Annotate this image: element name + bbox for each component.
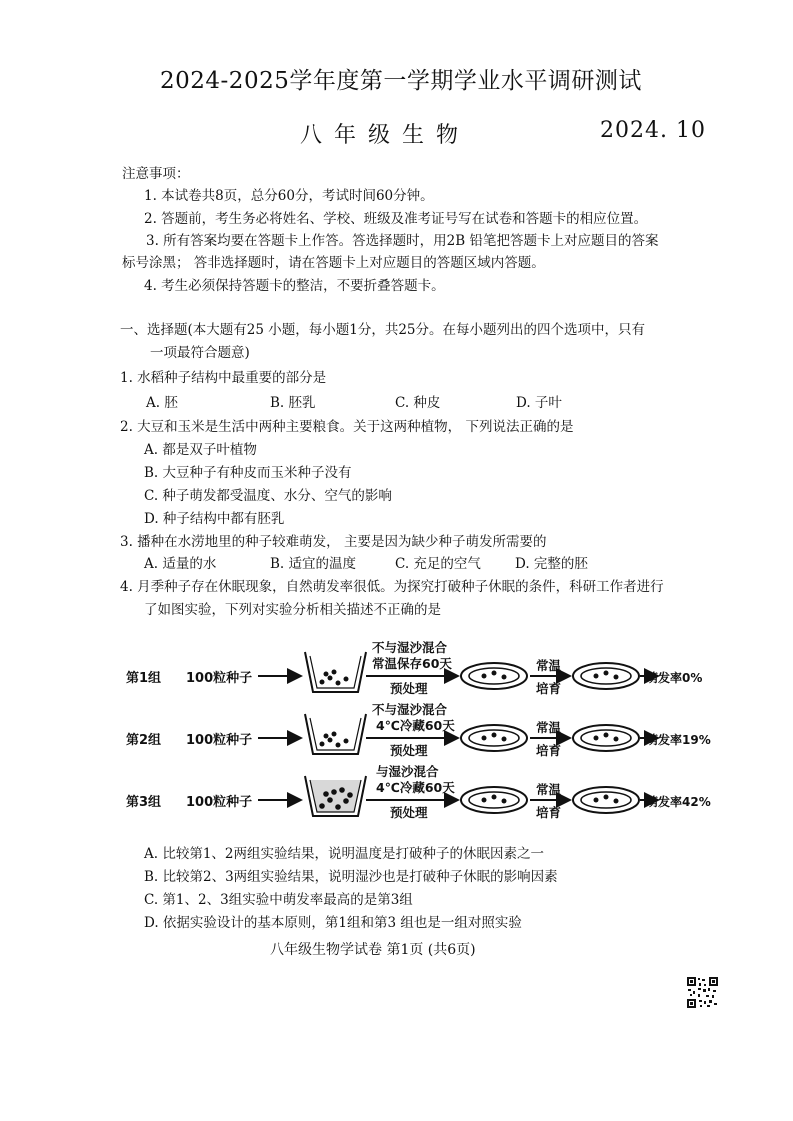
condition-label: 4℃冷藏60天	[376, 718, 455, 733]
q4-option-c: C. 第1、2、3组实验中萌发率最高的是第3组	[144, 892, 413, 908]
q3-option-d: D. 完整的胚	[515, 556, 588, 572]
q3-option-b: B. 适宜的温度	[270, 556, 357, 572]
q4-option-d: D. 依据实验设计的基本原则，第1组和第3 组也是一组对照实验	[144, 915, 522, 931]
germination-rate: 萌发率0%	[646, 671, 703, 685]
petri-dish-icon	[573, 663, 639, 689]
q2-option-c: C. 种子萌发都受温度、水分、空气的影响	[144, 488, 392, 504]
q1-option-a: A. 胚	[146, 395, 178, 411]
seed-count-label: 100粒种子	[186, 671, 253, 686]
group-3-row	[258, 776, 658, 816]
group-1-row	[258, 652, 658, 692]
seed-count-label: 100粒种子	[186, 795, 253, 810]
q2-option-b: B. 大豆种子有种皮而玉米种子没有	[144, 465, 352, 481]
notice-item: 2. 答题前，考生务必将姓名、学校、班级及准考证号写在试卷和答题卡的相应位置。	[144, 211, 648, 227]
petri-dish-icon	[461, 725, 527, 751]
question-2-stem: 2. 大豆和玉米是生活中两种主要粮食。关于这两种植物， 下列说法正确的是	[120, 419, 574, 435]
culture-label: 培育	[536, 681, 562, 696]
notice-heading: 注意事项：	[122, 166, 190, 182]
q4-option-b: B. 比较第2、3两组实验结果，说明湿沙也是打破种子休眠的影响因素	[144, 869, 558, 885]
question-3-stem: 3. 播种在水涝地里的种子较难萌发， 主要是因为缺少种子萌发所需要的	[120, 534, 547, 550]
condition-label: 不与湿沙混合	[372, 702, 448, 717]
q3-option-a: A. 适量的水	[144, 556, 217, 572]
culture-label: 培育	[536, 805, 562, 820]
q2-option-a: A. 都是双子叶植物	[144, 442, 257, 458]
petri-dish-icon	[461, 663, 527, 689]
notice-item: 3. 所有答案均要在答题卡上作答。答选择题时，用2B 铅笔把答题卡上对应题目的答案	[146, 233, 659, 249]
section-heading: 一、选择题(本大题有25 小题，每小题1分，共25分。在每小题列出的四个选项中，只有	[120, 322, 646, 338]
culture-label: 常温	[536, 658, 562, 673]
q1-option-d: D. 子叶	[516, 395, 562, 411]
qr-code-icon	[686, 976, 719, 1009]
pretreatment-label: 预处理	[390, 743, 428, 758]
exam-title: 2024-2025学年度第一学期学业水平调研测试	[160, 68, 642, 94]
culture-label: 培育	[536, 743, 562, 758]
notice-item: 4. 考生必须保持答题卡的整洁，不要折叠答题卡。	[144, 278, 445, 294]
q1-option-b: B. 胚乳	[270, 395, 316, 411]
subject-title: 八年级生物	[300, 123, 471, 148]
question-1-stem: 1. 水稻种子结构中最重要的部分是	[120, 370, 327, 386]
section-heading-cont: 一项最符合题意)	[150, 345, 250, 361]
petri-dish-icon	[573, 725, 639, 751]
condition-label: 与湿沙混合	[376, 764, 439, 779]
petri-dish-icon	[461, 787, 527, 813]
group-2-row	[258, 714, 658, 754]
exam-date: 2024. 10	[600, 118, 706, 143]
condition-label: 不与湿沙混合	[372, 640, 448, 655]
condition-label: 常温保存60天	[372, 656, 452, 671]
question-4-stem-cont: 了如图实验，下列对实验分析相关描述不正确的是	[144, 602, 441, 618]
page-footer: 八年级生物学试卷 第1页 (共6页)	[270, 942, 476, 958]
germination-rate: 萌发率19%	[646, 733, 711, 747]
germination-rate: 萌发率42%	[646, 795, 711, 809]
pretreatment-label: 预处理	[390, 681, 428, 696]
notice-item: 1. 本试卷共8页，总分60分，考试时间60分钟。	[144, 188, 434, 204]
petri-dish-icon	[573, 787, 639, 813]
pretreatment-label: 预处理	[390, 805, 428, 820]
q4-option-a: A. 比较第1、2两组实验结果，说明温度是打破种子的休眠因素之一	[144, 846, 545, 862]
q2-option-d: D. 种子结构中都有胚乳	[144, 511, 285, 527]
seed-count-label: 100粒种子	[186, 733, 253, 748]
experiment-figure	[118, 640, 718, 840]
culture-label: 常温	[536, 720, 562, 735]
condition-label: 4℃冷藏60天	[376, 780, 455, 795]
group-2-label: 第2组	[126, 733, 162, 748]
group-1-label: 第1组	[126, 671, 162, 686]
culture-label: 常温	[536, 782, 562, 797]
notice-item: 标号涂黑； 答非选择题时，请在答题卡上对应题目的答题区域内答题。	[122, 255, 545, 271]
q3-option-c: C. 充足的空气	[395, 556, 481, 572]
q1-option-c: C. 种皮	[395, 395, 441, 411]
question-4-stem: 4. 月季种子存在休眠现象，自然萌发率很低。为探究打破种子休眠的条件，科研工作者进行	[120, 579, 664, 595]
group-3-label: 第3组	[126, 795, 162, 810]
